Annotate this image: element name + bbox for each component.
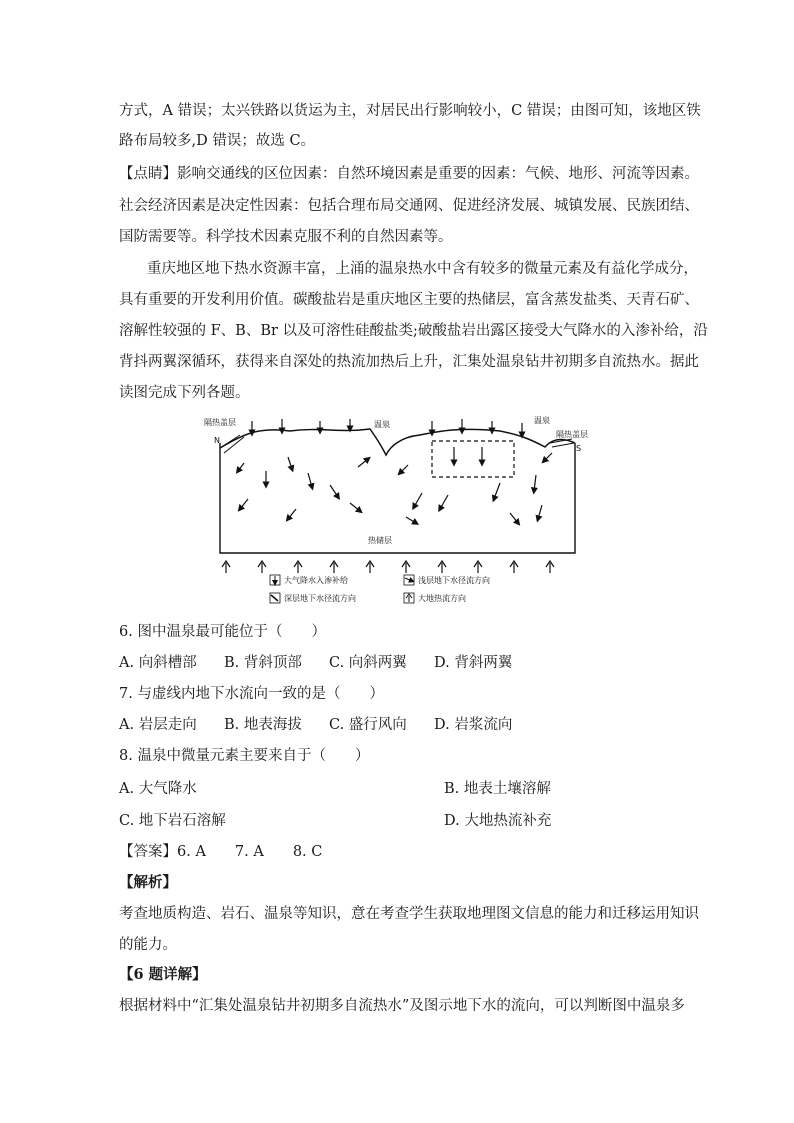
- q7-option-d[interactable]: D. 岩浆流向: [434, 717, 513, 733]
- q7-option-b[interactable]: B. 地表海拔: [224, 717, 302, 733]
- label-N: N: [214, 436, 220, 445]
- text-line: 国防需要等。科学技术因素克服不利的自然因素等。: [119, 229, 453, 245]
- legend-deep: 深层地下水径流方向: [284, 594, 356, 603]
- detail-title: 【6 题详解】: [119, 966, 207, 983]
- q6-option-a[interactable]: A. 向斜槽部: [119, 655, 197, 671]
- paragraph-line: 具有重要的开发利用价值。碳酸盐岩是重庆地区主要的热储层，富含蒸发盐类、天青石矿、: [119, 292, 699, 308]
- analysis-line: 考查地质构造、岩石、温泉等知识，意在考查学生获取地理图文信息的能力和迁移运用知识: [119, 906, 699, 922]
- question-7-stem: 7. 与虚线内地下水流向一致的是（ ）: [119, 686, 384, 702]
- label-spring-right: 温泉: [534, 416, 550, 425]
- text-line: 方式，A 错误；太兴铁路以货运为主，对居民出行影响较小，C 错误；由图可知，该地区铁: [119, 103, 701, 119]
- label-S: S: [576, 444, 582, 453]
- legend-rain: 大气降水入渗补给: [284, 576, 348, 585]
- heat-arrows: [222, 561, 554, 573]
- q7-option-a[interactable]: A. 岩层走向: [119, 717, 197, 733]
- section-frame: [220, 443, 575, 553]
- paragraph-line: 重庆地区地下热水资源丰富，上涌的温泉热水中含有较多的微量元素及有益化学成分，: [147, 261, 698, 277]
- label-spring-mid: 温泉: [374, 420, 390, 429]
- text-line: 路布局较多,D 错误；故选 C。: [119, 133, 316, 149]
- hint-line: 【点睛】影响交通线的区位因素：自然环境因素是重要的因素：气候、地形、河流等因素。: [119, 166, 699, 182]
- text-line: 社会经济因素是决定性因素：包括合理布局交通网、促进经济发展、城镇发展、民族团结、: [119, 198, 699, 214]
- legend-heat: 大地热流方向: [418, 594, 466, 603]
- analysis-title: 【解析】: [119, 874, 177, 891]
- label-insulation-right: 隔热盖层: [556, 430, 588, 439]
- legend: [270, 575, 490, 603]
- q6-option-d[interactable]: D. 背斜两翼: [434, 655, 513, 671]
- label-reservoir: 热储层: [368, 536, 392, 545]
- flow-arrows: [238, 453, 552, 523]
- paragraph-line: 读图完成下列各题。: [119, 385, 250, 401]
- label-insulation-left: 隔热盖层: [204, 418, 236, 427]
- q8-option-c[interactable]: C. 地下岩石溶解: [119, 813, 226, 829]
- analysis-line: 的能力。: [119, 937, 177, 953]
- q8-option-d[interactable]: D. 大地热流补充: [444, 813, 552, 829]
- legend-shallow: 浅层地下水径流方向: [418, 576, 490, 585]
- dashed-box: [432, 441, 514, 477]
- detail-line: 根据材料中“汇集处温泉钻井初期多自流热水”及图示地下水的流向，可以判断图中温泉多: [119, 998, 685, 1014]
- q6-option-c[interactable]: C. 向斜两翼: [329, 655, 407, 671]
- question-6-stem: 6. 图中温泉最可能位于（ ）: [119, 624, 326, 640]
- question-8-stem: 8. 温泉中微量元素主要来自于（ ）: [119, 748, 370, 764]
- geology-diagram: [200, 413, 600, 613]
- q6-option-b[interactable]: B. 背斜顶部: [224, 655, 302, 671]
- q7-option-c[interactable]: C. 盛行风向: [329, 717, 407, 733]
- paragraph-line: 溶解性较强的 F、B、Br 以及可溶性硅酸盐类;破酸盐岩出露区接受大气降水的入渗补给，沿: [119, 323, 708, 339]
- q8-option-a[interactable]: A. 大气降水: [119, 781, 197, 797]
- answer-line: 【答案】6. A 7. A 8. C: [119, 844, 323, 860]
- paragraph-line: 背抖两翼深循环，获得来自深处的热流加热后上升，汇集处温泉钻井初期多自流热水。据此: [119, 354, 699, 370]
- q8-option-b[interactable]: B. 地表土壤溶解: [444, 781, 551, 797]
